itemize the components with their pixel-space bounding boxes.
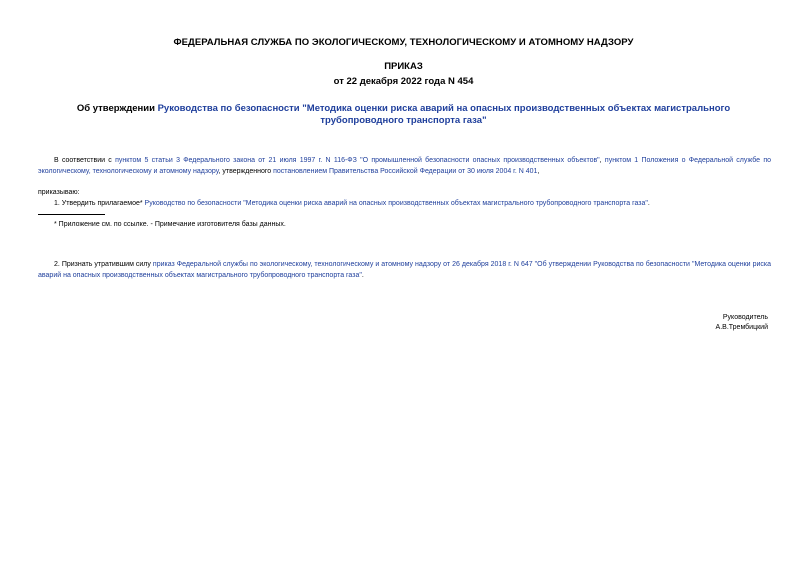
preamble-text-2: , [599,157,605,164]
signature-name: А.В.Трембицкий [715,324,768,331]
preamble-text-4: , [537,168,540,175]
resolution-link[interactable]: постановлением Правительства Российской Федерации от 30 июля 2004 г. N 401 [273,168,538,175]
document-title [40,103,767,127]
preamble-text-3: , утвержденного [218,168,274,175]
item2-text-2: . [361,272,364,279]
signature-position: Руководитель [722,314,768,321]
item2-text-1: 2. Признать утратившим силу [54,261,153,268]
order-item-1 [54,198,650,209]
preamble-text-1: В соответствии с [54,157,116,164]
regulation-link[interactable]: пунктом 1 Положения о Федеральной службе по экологическому, технологическому и атомному надзору [38,157,772,175]
item1-text-2: . [647,200,650,207]
title-prefix: Об утверждении [76,103,158,114]
footnote-divider [38,214,105,215]
preamble-paragraph [38,155,771,177]
title-link[interactable]: Руководства по безопасности "Методика оценки риска аварий на опасных производственных объектах магистрального трубопроводного транспорта газа" [157,103,731,126]
document-date: от 22 декабря 2022 года N 454 [333,76,474,87]
order-item-2 [38,259,771,281]
repealed-order-link[interactable]: приказ Федеральной службы по экологическому, технологическому и атомному надзору от 26 декабря 2018 г. N 647 "Об утверждении Руководства по безопасности "Методика оценки риска аварий на опасных производственных объектах магистрального трубопроводного транспорта газа" [38,261,771,279]
item1-text-1: 1. Утвердить прилагаемое* [54,200,145,207]
document-type: ПРИКАЗ [384,61,423,72]
law-link[interactable]: пунктом 5 статьи 3 Федерального закона от 21 июля 1997 г. N 116-ФЗ "О промышленной безопасности опасных производственных объектов" [115,157,600,164]
footnote: * Приложение см. по ссылке. - Примечание изготовителя базы данных. [54,221,286,228]
guide-link[interactable]: Руководство по безопасности "Методика оценки риска аварий на опасных производственных объектах магистрального трубопроводного транспорта газа" [144,200,648,207]
organization-header: ФЕДЕРАЛЬНАЯ СЛУЖБА ПО ЭКОЛОГИЧЕСКОМУ, ТЕХНОЛОГИЧЕСКОМУ И АТОМНОМУ НАДЗОРУ [173,37,634,48]
order-word: приказываю: [38,189,80,196]
